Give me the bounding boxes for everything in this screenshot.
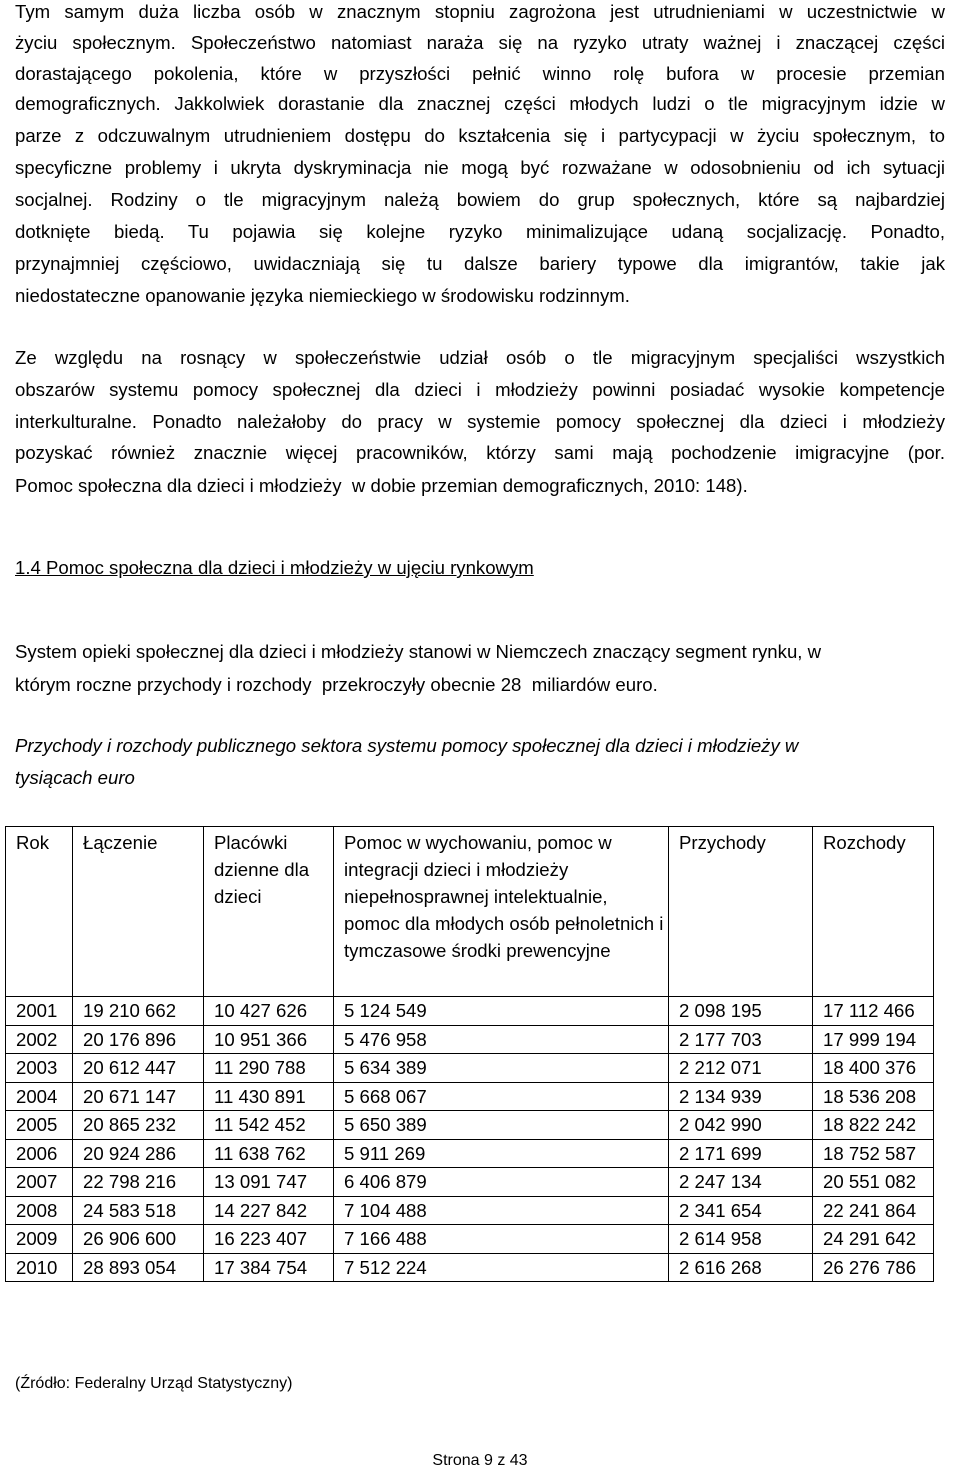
header-income: Przychody	[669, 827, 813, 997]
cell-year: 2009	[6, 1225, 73, 1254]
text-line: którym roczne przychody i rozchody przekroczyły obecnie 28 miliardów euro.	[15, 674, 658, 695]
cell-upbringing-aid: 6 406 879	[334, 1168, 669, 1197]
cell-year: 2008	[6, 1196, 73, 1225]
cell-total: 20 924 286	[73, 1139, 204, 1168]
cell-upbringing-aid: 7 166 488	[334, 1225, 669, 1254]
text-line: Ze względu na rosnący w społeczeństwie udział osób o tle migracyjnym specjaliści wszystkich	[15, 347, 945, 368]
cell-total: 26 906 600	[73, 1225, 204, 1254]
cell-year: 2002	[6, 1025, 73, 1054]
cell-day-care: 13 091 747	[204, 1168, 334, 1197]
header-year: Rok	[6, 827, 73, 997]
cell-income: 2 247 134	[669, 1168, 813, 1197]
cell-total: 28 893 054	[73, 1253, 204, 1282]
cell-day-care: 17 384 754	[204, 1253, 334, 1282]
cell-income: 2 616 268	[669, 1253, 813, 1282]
cell-expenses: 20 551 082	[813, 1168, 934, 1197]
header-day-care: Placówki dzienne dla dzieci	[204, 827, 334, 997]
cell-expenses: 24 291 642	[813, 1225, 934, 1254]
cell-upbringing-aid: 7 104 488	[334, 1196, 669, 1225]
text-line: życiu społecznym. Społeczeństwo natomiast naraża się na ryzyko utraty ważnej i znaczącej części	[15, 32, 945, 53]
table-row	[6, 1139, 934, 1168]
text-line: dotknięte biedą. Tu pojawia się kolejne ryzyko minimalizujące udaną socjalizację. Ponadto,	[15, 221, 945, 242]
cell-year: 2010	[6, 1253, 73, 1282]
cell-day-care: 11 638 762	[204, 1139, 334, 1168]
cell-day-care: 10 951 366	[204, 1025, 334, 1054]
header-total: Łączenie	[73, 827, 204, 997]
header-expenses: Rozchody	[813, 827, 934, 997]
text-line: Tym samym duża liczba osób w znacznym stopniu zagrożona jest utrudnieniami w uczestnictwie w	[15, 1, 945, 22]
text-line: interkulturalne. Ponadto należałoby do pracy w systemie pomocy społecznej dla dzieci i młodzieży	[15, 411, 945, 432]
cell-expenses: 18 400 376	[813, 1054, 934, 1083]
cell-upbringing-aid: 5 124 549	[334, 997, 669, 1026]
text-line: specyficzne problemy i ukryta dyskryminacja nie mogą być rozważane w odosobnieniu od ich sytuacji	[15, 157, 945, 178]
table-row	[6, 1111, 934, 1140]
cell-day-care: 14 227 842	[204, 1196, 334, 1225]
cell-expenses: 26 276 786	[813, 1253, 934, 1282]
text-line: przynajmniej częściowo, uwidaczniają się tu dalsze bariery typowe dla imigrantów, takie jak	[15, 253, 945, 274]
cell-income: 2 177 703	[669, 1025, 813, 1054]
text-line: socjalnej. Rodziny o tle migracyjnym należą bowiem do grup społecznych, które są najbardziej	[15, 189, 945, 210]
text-line: niedostateczne opanowanie języka niemieckiego w środowisku rodzinnym.	[15, 285, 630, 306]
cell-expenses: 18 752 587	[813, 1139, 934, 1168]
cell-day-care: 10 427 626	[204, 997, 334, 1026]
text-line: System opieki społecznej dla dzieci i młodzieży stanowi w Niemczech znaczący segment rynku, w	[15, 641, 822, 662]
header-upbringing-aid: Pomoc w wychowaniu, pomoc w integracji dzieci i młodzieży niepełnosprawnej intelektualnie, pomoc dla młodych osób pełnoletnich i tymczasowe środki prewencyjne	[334, 827, 669, 997]
cell-day-care: 11 290 788	[204, 1054, 334, 1083]
cell-day-care: 11 430 891	[204, 1082, 334, 1111]
cell-income: 2 098 195	[669, 997, 813, 1026]
cell-income: 2 042 990	[669, 1111, 813, 1140]
cell-income: 2 134 939	[669, 1082, 813, 1111]
table-row	[6, 1196, 934, 1225]
cell-income: 2 171 699	[669, 1139, 813, 1168]
page-number: Strona 9 z 43	[432, 1452, 528, 1469]
cell-year: 2003	[6, 1054, 73, 1083]
cell-year: 2005	[6, 1111, 73, 1140]
caption-line: Przychody i rozchody publicznego sektora systemu pomocy społecznej dla dzieci i młodzieży w	[15, 735, 799, 756]
table-body	[6, 997, 934, 1282]
cell-income: 2 614 958	[669, 1225, 813, 1254]
cell-upbringing-aid: 5 650 389	[334, 1111, 669, 1140]
cell-upbringing-aid: 5 476 958	[334, 1025, 669, 1054]
cell-income: 2 212 071	[669, 1054, 813, 1083]
cell-income: 2 341 654	[669, 1196, 813, 1225]
table-row	[6, 1253, 934, 1282]
cell-upbringing-aid: 7 512 224	[334, 1253, 669, 1282]
cell-total: 19 210 662	[73, 997, 204, 1026]
cell-total: 20 865 232	[73, 1111, 204, 1140]
cell-year: 2006	[6, 1139, 73, 1168]
cell-year: 2007	[6, 1168, 73, 1197]
text-line: Pomoc społeczna dla dzieci i młodzieży w dobie przemian demograficznych, 2010: 148).	[15, 475, 748, 496]
cell-upbringing-aid: 5 634 389	[334, 1054, 669, 1083]
cell-total: 22 798 216	[73, 1168, 204, 1197]
cell-total: 24 583 518	[73, 1196, 204, 1225]
source-note: (Źródło: Federalny Urząd Statystyczny)	[15, 1375, 293, 1392]
section-heading: 1.4 Pomoc społeczna dla dzieci i młodzieży w ujęciu rynkowym	[15, 557, 534, 578]
cell-expenses: 18 536 208	[813, 1082, 934, 1111]
cell-upbringing-aid: 5 911 269	[334, 1139, 669, 1168]
text-line: parze z odczuwalnym utrudnieniem dostępu do kształcenia się i partycypacji w życiu społecznym, to	[15, 125, 945, 146]
text-line: demograficznych. Jakkolwiek dorastanie dla znacznej części młodych ludzi o tle migracyjnym idzie w	[15, 93, 945, 114]
text-line: pozyskać również znacznie więcej pracowników, którzy sami mają pochodzenie imigracyjne (por.	[15, 442, 945, 463]
cell-upbringing-aid: 5 668 067	[334, 1082, 669, 1111]
table-row	[6, 1025, 934, 1054]
cell-year: 2001	[6, 997, 73, 1026]
finance-table	[5, 826, 934, 1282]
table-row	[6, 997, 934, 1026]
table-row	[6, 1168, 934, 1197]
cell-expenses: 18 822 242	[813, 1111, 934, 1140]
cell-expenses: 22 241 864	[813, 1196, 934, 1225]
cell-day-care: 16 223 407	[204, 1225, 334, 1254]
caption-line: tysiącach euro	[15, 767, 135, 788]
cell-expenses: 17 112 466	[813, 997, 934, 1026]
text-line: obszarów systemu pomocy społecznej dla dzieci i młodzieży powinni posiadać wysokie kompetencje	[15, 379, 945, 400]
table-header-row	[6, 827, 934, 997]
table-row	[6, 1054, 934, 1083]
cell-total: 20 176 896	[73, 1025, 204, 1054]
cell-day-care: 11 542 452	[204, 1111, 334, 1140]
cell-year: 2004	[6, 1082, 73, 1111]
cell-total: 20 612 447	[73, 1054, 204, 1083]
text-line: dorastającego pokolenia, które w przyszłości pełnić winno rolę bufora w procesie przemian	[15, 63, 945, 84]
cell-total: 20 671 147	[73, 1082, 204, 1111]
table-row	[6, 1225, 934, 1254]
cell-expenses: 17 999 194	[813, 1025, 934, 1054]
table-row	[6, 1082, 934, 1111]
